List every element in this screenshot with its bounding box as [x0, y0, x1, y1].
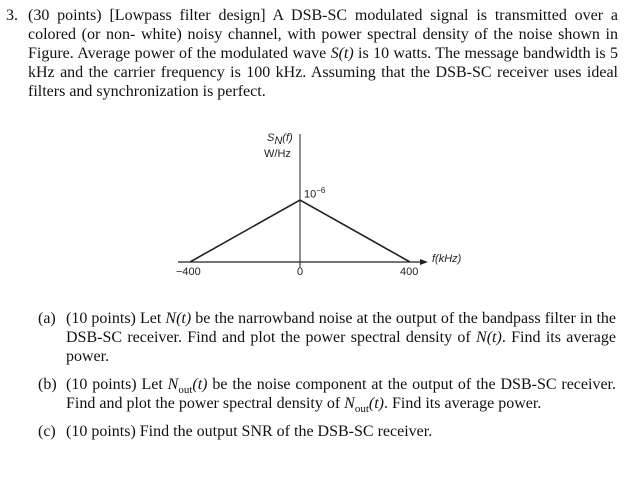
peak-label: $10^{-6}$: [304, 186, 326, 201]
problem-text: [28, 6, 618, 101]
sub-questions: [38, 309, 616, 450]
x-axis-label: f(kHz): [432, 253, 462, 265]
x-tick-label: 0: [297, 266, 304, 278]
noise-psd-figure: [160, 128, 480, 298]
psd-plot: [160, 128, 480, 298]
part-c: (c) (10 points) Find the output SNR of the DSB-SC receiver.: [38, 423, 433, 440]
y-axis-unit: W/Hz: [264, 148, 291, 160]
problem-number: 3.: [6, 7, 18, 24]
problem-points: (30 points): [28, 7, 102, 24]
x-axis-arrow: [420, 259, 428, 265]
part-label: (b): [38, 376, 57, 393]
problem-text-1: A DSB-SC modulated signal is transmitted over a colored (or non- white) noisy channel, with power spectral density of the noise shown in Figure. Average power of the modulated wave: [28, 7, 619, 62]
x-tick-label: −400: [176, 266, 201, 278]
problem-statement: [6, 6, 618, 101]
problem-tag: [Lowpass filter design]: [109, 7, 266, 24]
signal-symbol: S(t): [330, 45, 354, 62]
y-axis-label: $S_N(f)$: [267, 132, 293, 148]
x-tick-label: 400: [400, 266, 419, 278]
problem-text-2: is 10 watts. The message bandwidth is 5 kHz and the carrier frequency is 100 kHz. Assuming that the DSB-SC receiver uses ideal filters and synchronization is perfect.: [28, 45, 618, 100]
part-label: (a): [38, 310, 56, 327]
part-a: (a) (10 points) Let N(t) be the narrowband noise at the output of the bandpass filter in the DSB-SC receiver. Find and plot the power spectral density of N(t). Find its average power.: [38, 310, 617, 365]
part-label: (c): [38, 423, 56, 440]
part-b: (b) (10 points) Let $N_{out}(t)$ be the noise component at the output of the DSB-SC receiver. Find and plot the power spectral density of $N_{out}(t)$. Find its average power.: [38, 376, 616, 416]
